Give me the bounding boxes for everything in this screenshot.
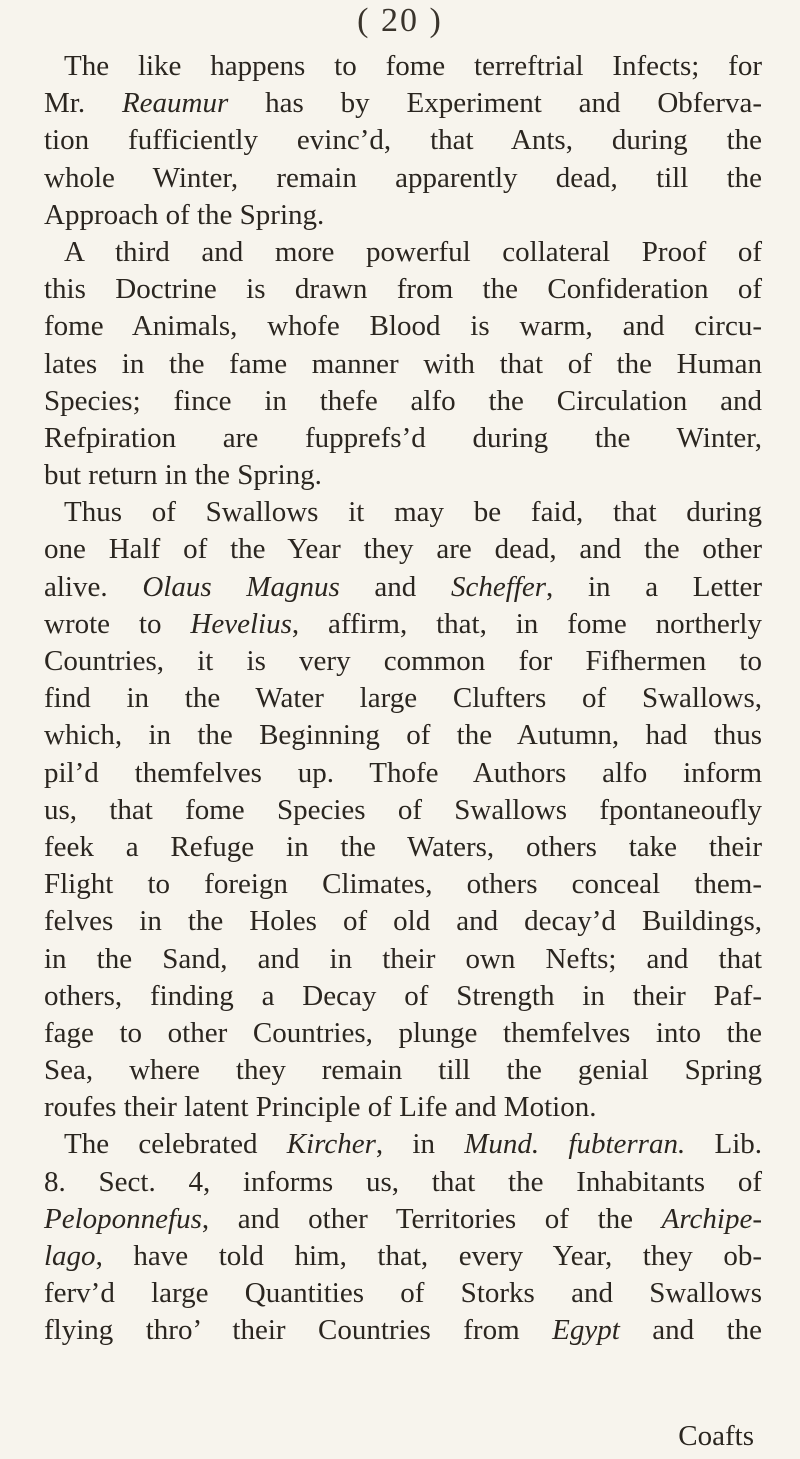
text-segment: this Doctrine is drawn from the Confideration of bbox=[44, 273, 762, 306]
text-segment: one Half of the Year they are dead, and the other bbox=[44, 533, 762, 566]
text-segment: find in the Water large Clufters of Swallows, bbox=[44, 682, 762, 715]
text-segment: Mr. bbox=[44, 87, 122, 120]
italic-text: Peloponnefus bbox=[44, 1202, 202, 1235]
text-segment: Flight to foreign Climates, others conceal them- bbox=[44, 868, 762, 901]
text-segment: and bbox=[339, 570, 451, 603]
text-line bbox=[44, 383, 762, 420]
text-line bbox=[44, 531, 762, 568]
text-line bbox=[44, 85, 762, 122]
text-segment: , in bbox=[375, 1128, 465, 1161]
text-line bbox=[44, 643, 762, 680]
catchword: Coafts bbox=[678, 1420, 754, 1452]
text-line bbox=[44, 1201, 762, 1238]
text-line bbox=[44, 1164, 762, 1201]
italic-text: Hevelius bbox=[190, 607, 292, 640]
text-segment: Lib. bbox=[685, 1128, 763, 1161]
text-segment: in the Sand, and in their own Nefts; and that bbox=[44, 942, 762, 975]
text-segment: Species; fince in thefe alfo the Circulation and bbox=[44, 384, 762, 417]
text-line bbox=[44, 606, 762, 643]
italic-text: Scheffer bbox=[451, 570, 547, 603]
text-line bbox=[44, 866, 762, 903]
italic-text: Mund. fubterran. bbox=[464, 1128, 686, 1161]
text-segment: alive. bbox=[44, 570, 143, 603]
text-segment: feek a Refuge in the Waters, others take their bbox=[44, 830, 762, 863]
text-segment: and the bbox=[619, 1314, 762, 1347]
text-segment: whole Winter, remain apparently dead, till the bbox=[44, 161, 762, 194]
text-line bbox=[44, 234, 762, 271]
text-segment: roufes their latent Principle of Life and Motion. bbox=[44, 1091, 597, 1124]
text-line bbox=[44, 1052, 762, 1089]
text-segment: 8. Sect. 4, informs us, that the Inhabitants of bbox=[44, 1165, 762, 1198]
text-segment: fome Animals, whofe Blood is warm, and circu- bbox=[44, 310, 762, 343]
text-line bbox=[44, 941, 762, 978]
text-line bbox=[44, 48, 762, 85]
text-segment: lates in the fame manner with that of the Human bbox=[44, 347, 762, 380]
text-segment: which, in the Beginning of the Autumn, had thus bbox=[44, 719, 762, 752]
text-line bbox=[44, 346, 762, 383]
italic-text: Kircher bbox=[286, 1128, 376, 1161]
text-line bbox=[44, 494, 762, 531]
text-line bbox=[44, 271, 762, 308]
text-line bbox=[44, 569, 762, 606]
text-line bbox=[44, 1015, 762, 1052]
text-line bbox=[44, 1275, 762, 1312]
text-segment: has by Experiment and Obferva- bbox=[228, 87, 762, 120]
text-segment: Countries, it is very common for Fifhermen to bbox=[44, 645, 762, 677]
italic-text: Reaumur bbox=[121, 87, 229, 120]
text-line bbox=[44, 308, 762, 345]
text-line bbox=[44, 1089, 762, 1126]
text-segment: , in a Letter bbox=[546, 570, 762, 603]
text-line bbox=[44, 978, 762, 1015]
text-line bbox=[44, 1238, 762, 1275]
text-segment: wrote to bbox=[44, 607, 191, 640]
text-segment: Approach of the Spring. bbox=[44, 198, 325, 231]
italic-text: Egypt bbox=[552, 1314, 620, 1347]
text-line bbox=[44, 1126, 762, 1163]
text-line bbox=[44, 160, 762, 197]
text-segment: ferv’d large Quantities of Storks and Swallows bbox=[44, 1277, 762, 1310]
text-line bbox=[44, 755, 762, 792]
text-line bbox=[44, 420, 762, 457]
text-segment: tion fufficiently evinc’d, that Ants, during the bbox=[44, 124, 762, 157]
text-line bbox=[44, 717, 762, 754]
text-segment: us, that fome Species of Swallows fpontaneoufly bbox=[44, 793, 762, 826]
text-line bbox=[44, 197, 762, 234]
body-text bbox=[44, 48, 762, 1350]
page-number: ( 20 ) bbox=[357, 2, 443, 39]
italic-text: Archipe- bbox=[661, 1202, 762, 1235]
text-segment: fage to other Countries, plunge themfelves into the bbox=[44, 1016, 762, 1049]
italic-text: Olaus Magnus bbox=[142, 570, 340, 603]
text-line bbox=[44, 829, 762, 866]
text-segment: A third and more powerful collateral Proof of bbox=[64, 235, 762, 268]
text-segment: The like happens to fome terreftrial Infects; for bbox=[64, 50, 762, 82]
text-line bbox=[44, 122, 762, 159]
text-segment: Thus of Swallows it may be faid, that during bbox=[64, 496, 762, 529]
text-segment: , and other Territories of the bbox=[201, 1202, 662, 1235]
text-segment: flying thro’ their Countries from bbox=[44, 1314, 553, 1347]
text-segment: Refpiration are fupprefs’d during the Winter, bbox=[44, 421, 762, 454]
text-line bbox=[44, 792, 762, 829]
text-segment: but return in the Spring. bbox=[44, 459, 322, 492]
text-line bbox=[44, 680, 762, 717]
text-line bbox=[44, 457, 762, 494]
text-segment: The celebrated bbox=[64, 1128, 287, 1161]
text-segment: , have told him, that, every Year, they ob- bbox=[95, 1240, 762, 1272]
text-segment: Sea, where they remain till the genial Spring bbox=[44, 1054, 762, 1087]
text-line bbox=[44, 1312, 762, 1349]
text-segment: others, finding a Decay of Strength in their Paf- bbox=[44, 979, 762, 1012]
text-segment: pil’d themfelves up. Thofe Authors alfo inform bbox=[44, 756, 762, 789]
italic-text: lago bbox=[44, 1240, 96, 1272]
text-segment: felves in the Holes of old and decay’d Buildings, bbox=[44, 905, 762, 938]
text-line bbox=[44, 903, 762, 940]
text-segment: , affirm, that, in fome northerly bbox=[291, 607, 762, 640]
